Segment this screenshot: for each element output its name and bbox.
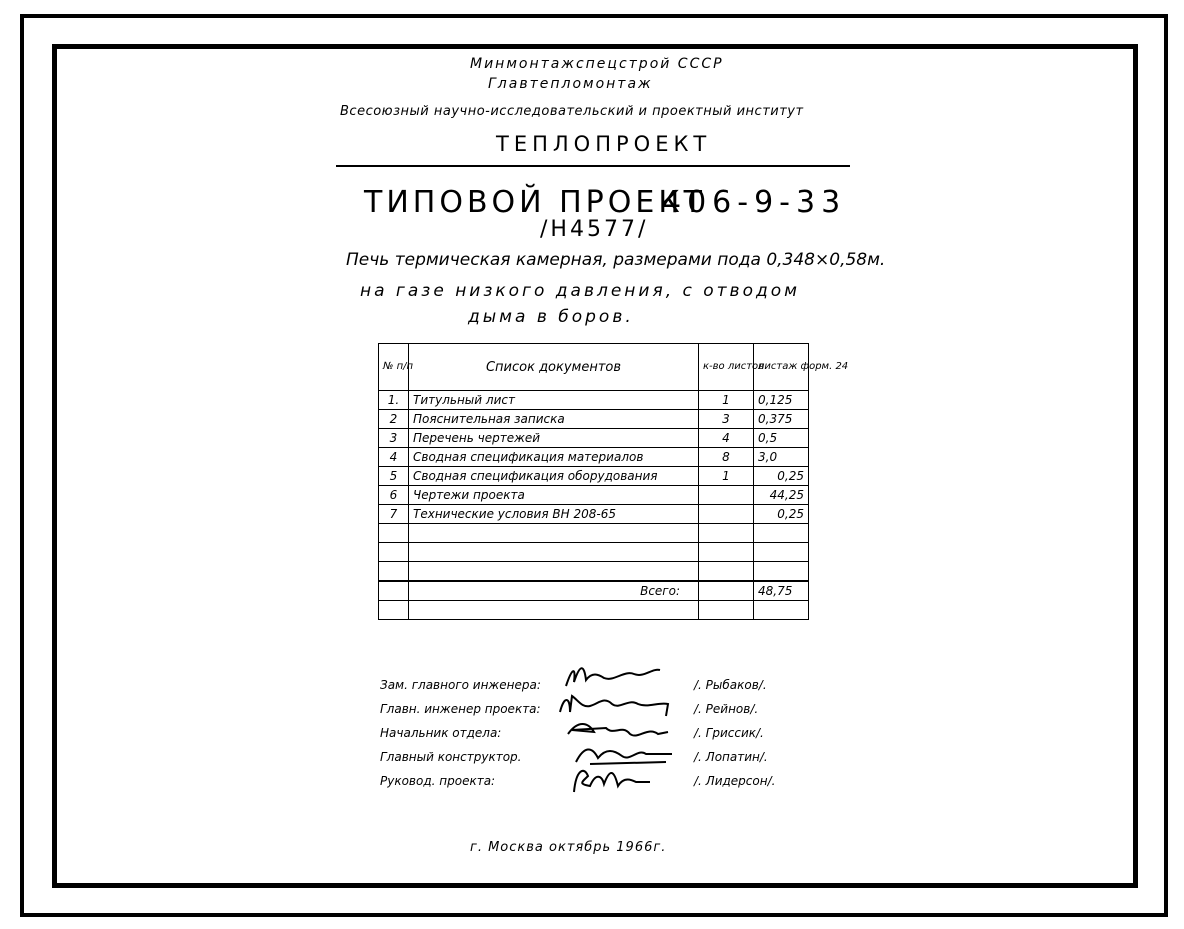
row-sheets: 0,25 bbox=[754, 505, 809, 524]
header-divider bbox=[336, 165, 850, 167]
table-row-empty bbox=[379, 562, 809, 582]
project-number: 406-9-33 bbox=[662, 185, 847, 220]
row-no: 5 bbox=[379, 467, 409, 486]
total-sheets: 48,75 bbox=[754, 581, 809, 601]
row-count: 3 bbox=[699, 410, 754, 429]
org-title: ТЕПЛОПРОЕКТ bbox=[496, 132, 712, 156]
header-title: Список документов bbox=[409, 344, 699, 391]
signature-name: /. Гриссик/. bbox=[694, 726, 764, 740]
row-no: 1. bbox=[379, 391, 409, 410]
row-no: 7 bbox=[379, 505, 409, 524]
signature-name: /. Лидерсон/. bbox=[694, 774, 776, 788]
table-row bbox=[379, 429, 809, 448]
row-title: Технические условия ВН 208-65 bbox=[409, 505, 699, 524]
institute-title: Всесоюзный научно-исследовательский и проектный институт bbox=[340, 104, 804, 119]
signature-role: Начальник отдела: bbox=[380, 726, 502, 740]
row-title: Сводная спецификация материалов bbox=[409, 448, 699, 467]
table-row-empty bbox=[379, 601, 809, 620]
row-sheets: 0,125 bbox=[754, 391, 809, 410]
row-count: 1 bbox=[699, 467, 754, 486]
table-row bbox=[379, 410, 809, 429]
glavk-title: Главтепломонтаж bbox=[488, 76, 653, 92]
table-header-row bbox=[379, 344, 809, 391]
signature-name: /. Рыбаков/. bbox=[694, 678, 767, 692]
signature-name: /. Лопатин/. bbox=[694, 750, 768, 764]
row-count: 4 bbox=[699, 429, 754, 448]
row-title: Перечень чертежей bbox=[409, 429, 699, 448]
table-row bbox=[379, 505, 809, 524]
row-count: 8 bbox=[699, 448, 754, 467]
handwritten-signature-1 bbox=[560, 660, 670, 692]
row-sheets: 0,25 bbox=[754, 467, 809, 486]
row-sheets: 0,5 bbox=[754, 429, 809, 448]
documents-table bbox=[378, 343, 849, 620]
signature-role: Руковод. проекта: bbox=[380, 774, 496, 788]
project-description-line2: на газе низкого давления, с отводом bbox=[360, 281, 800, 301]
row-title: Сводная спецификация оборудования bbox=[409, 467, 699, 486]
header-no: № п/п bbox=[379, 344, 409, 391]
row-count: 1 bbox=[699, 391, 754, 410]
row-no: 4 bbox=[379, 448, 409, 467]
row-sheets: 44,25 bbox=[754, 486, 809, 505]
signature-role: Главный конструктор. bbox=[380, 750, 522, 764]
place-and-date: г. Москва октябрь 1966г. bbox=[470, 840, 667, 855]
table-row-empty bbox=[379, 524, 809, 543]
header-sheets: листаж форм. 24 bbox=[754, 344, 809, 391]
row-title: Чертежи проекта bbox=[409, 486, 699, 505]
total-label: Всего: bbox=[409, 581, 699, 601]
handwritten-signature-5 bbox=[566, 762, 676, 798]
row-sheets: 0,375 bbox=[754, 410, 809, 429]
row-count bbox=[699, 486, 754, 505]
signature-role: Зам. главного инженера: bbox=[380, 678, 541, 692]
project-code: /Н4577/ bbox=[540, 217, 649, 242]
header-count: к-во листов bbox=[699, 344, 754, 391]
row-sheets: 3,0 bbox=[754, 448, 809, 467]
project-description-line3: дыма в боров. bbox=[468, 307, 634, 327]
project-description-line1: Печь термическая камерная, размерами пода 0,348×0,58м. bbox=[346, 250, 886, 270]
row-title: Пояснительная записка bbox=[409, 410, 699, 429]
table-row-empty bbox=[379, 543, 809, 562]
row-no: 6 bbox=[379, 486, 409, 505]
table-total-row bbox=[379, 581, 809, 601]
table-row bbox=[379, 448, 809, 467]
row-title: Титульный лист bbox=[409, 391, 699, 410]
project-label: ТИПОВОЙ ПРОЕКТ bbox=[364, 185, 706, 220]
signature-name: /. Рейнов/. bbox=[694, 702, 759, 716]
table-row bbox=[379, 391, 809, 410]
signature-role: Главн. инженер проекта: bbox=[380, 702, 541, 716]
ministry-title: Минмонтажспецстрой СССР bbox=[470, 56, 724, 72]
table-row bbox=[379, 486, 809, 505]
row-no: 2 bbox=[379, 410, 409, 429]
row-no: 3 bbox=[379, 429, 409, 448]
table-row bbox=[379, 467, 809, 486]
row-count bbox=[699, 505, 754, 524]
